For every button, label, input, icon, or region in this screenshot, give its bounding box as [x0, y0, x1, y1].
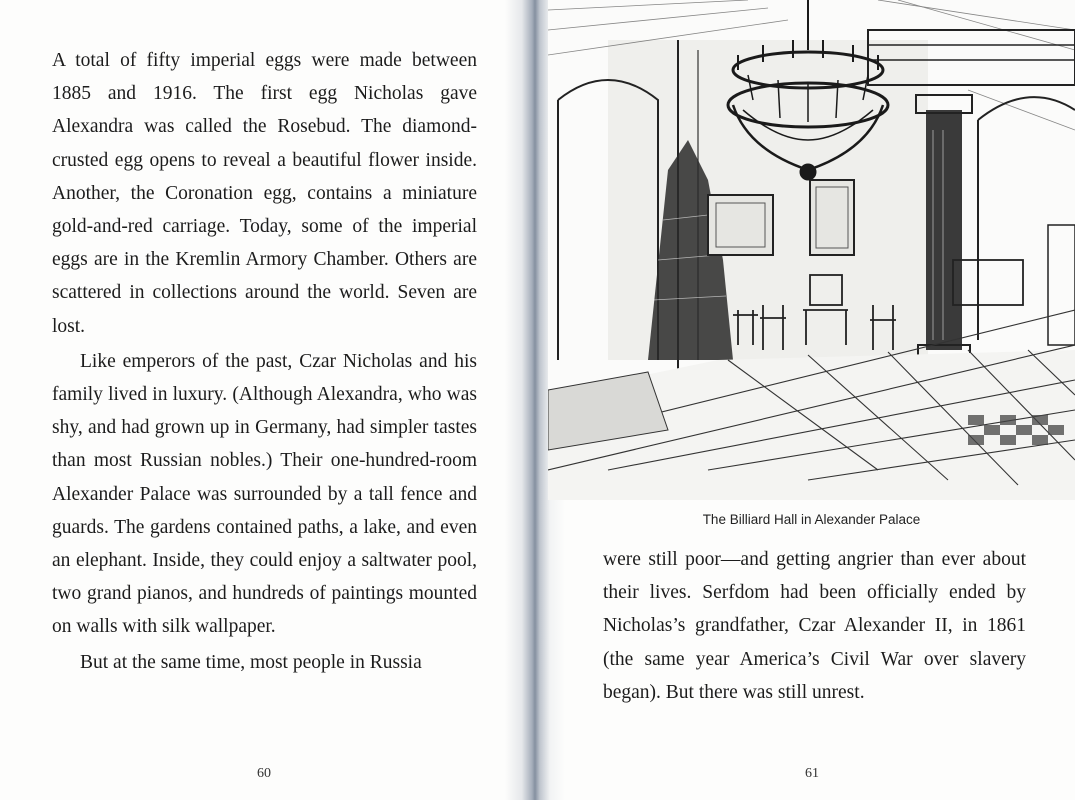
- illustration-caption: The Billiard Hall in Alexander Palace: [702, 512, 921, 527]
- page-number-right: 61: [805, 766, 819, 781]
- paragraph-luxury: Like emperors of the past, Czar Nicholas and his family lived in luxury. (Although Alexandra, who was shy, and had grown up in Germany, had simpler tastes than most Russian nobles.) Their one-hundred-room Alexander Palace was surrounded by a tall fence and guards. The gardens contained paths, a lake, and even an elephant. Inside, they could enjoy a saltwater pool, two grand pianos, and hundreds of paintings mounted on walls with silk wallpaper.: [52, 350, 477, 638]
- paragraph-continuation: But at the same time, most people in Russia: [80, 651, 422, 673]
- paragraph-imperial-eggs: A total of fifty imperial eggs were made between 1885 and 1916. The first egg Nicholas gave Alexandra was called the Rosebud. The diamond-crusted egg opens to reveal a beautiful flower inside. Another, the Coronation egg, contains a miniature gold-and-red carriage. Today, some of the imperial eggs are in the Kremlin Armory Chamber. Others are scattered in collections around the world. Seven are lost.: [52, 50, 477, 337]
- page-number-left: 60: [257, 766, 271, 781]
- paragraph-serfdom: were still poor—and getting angrier than ever about their lives. Serfdom had been officially ended by Nicholas’s grandfather, Czar Alexander II, in 1861 (the same year America’s Civil War over slavery began). But there was still unrest.: [603, 549, 1026, 703]
- left-page: [0, 0, 532, 800]
- right-page-body: [603, 543, 1026, 709]
- billiard-hall-illustration: [548, 0, 1075, 500]
- left-page-body: [52, 44, 477, 681]
